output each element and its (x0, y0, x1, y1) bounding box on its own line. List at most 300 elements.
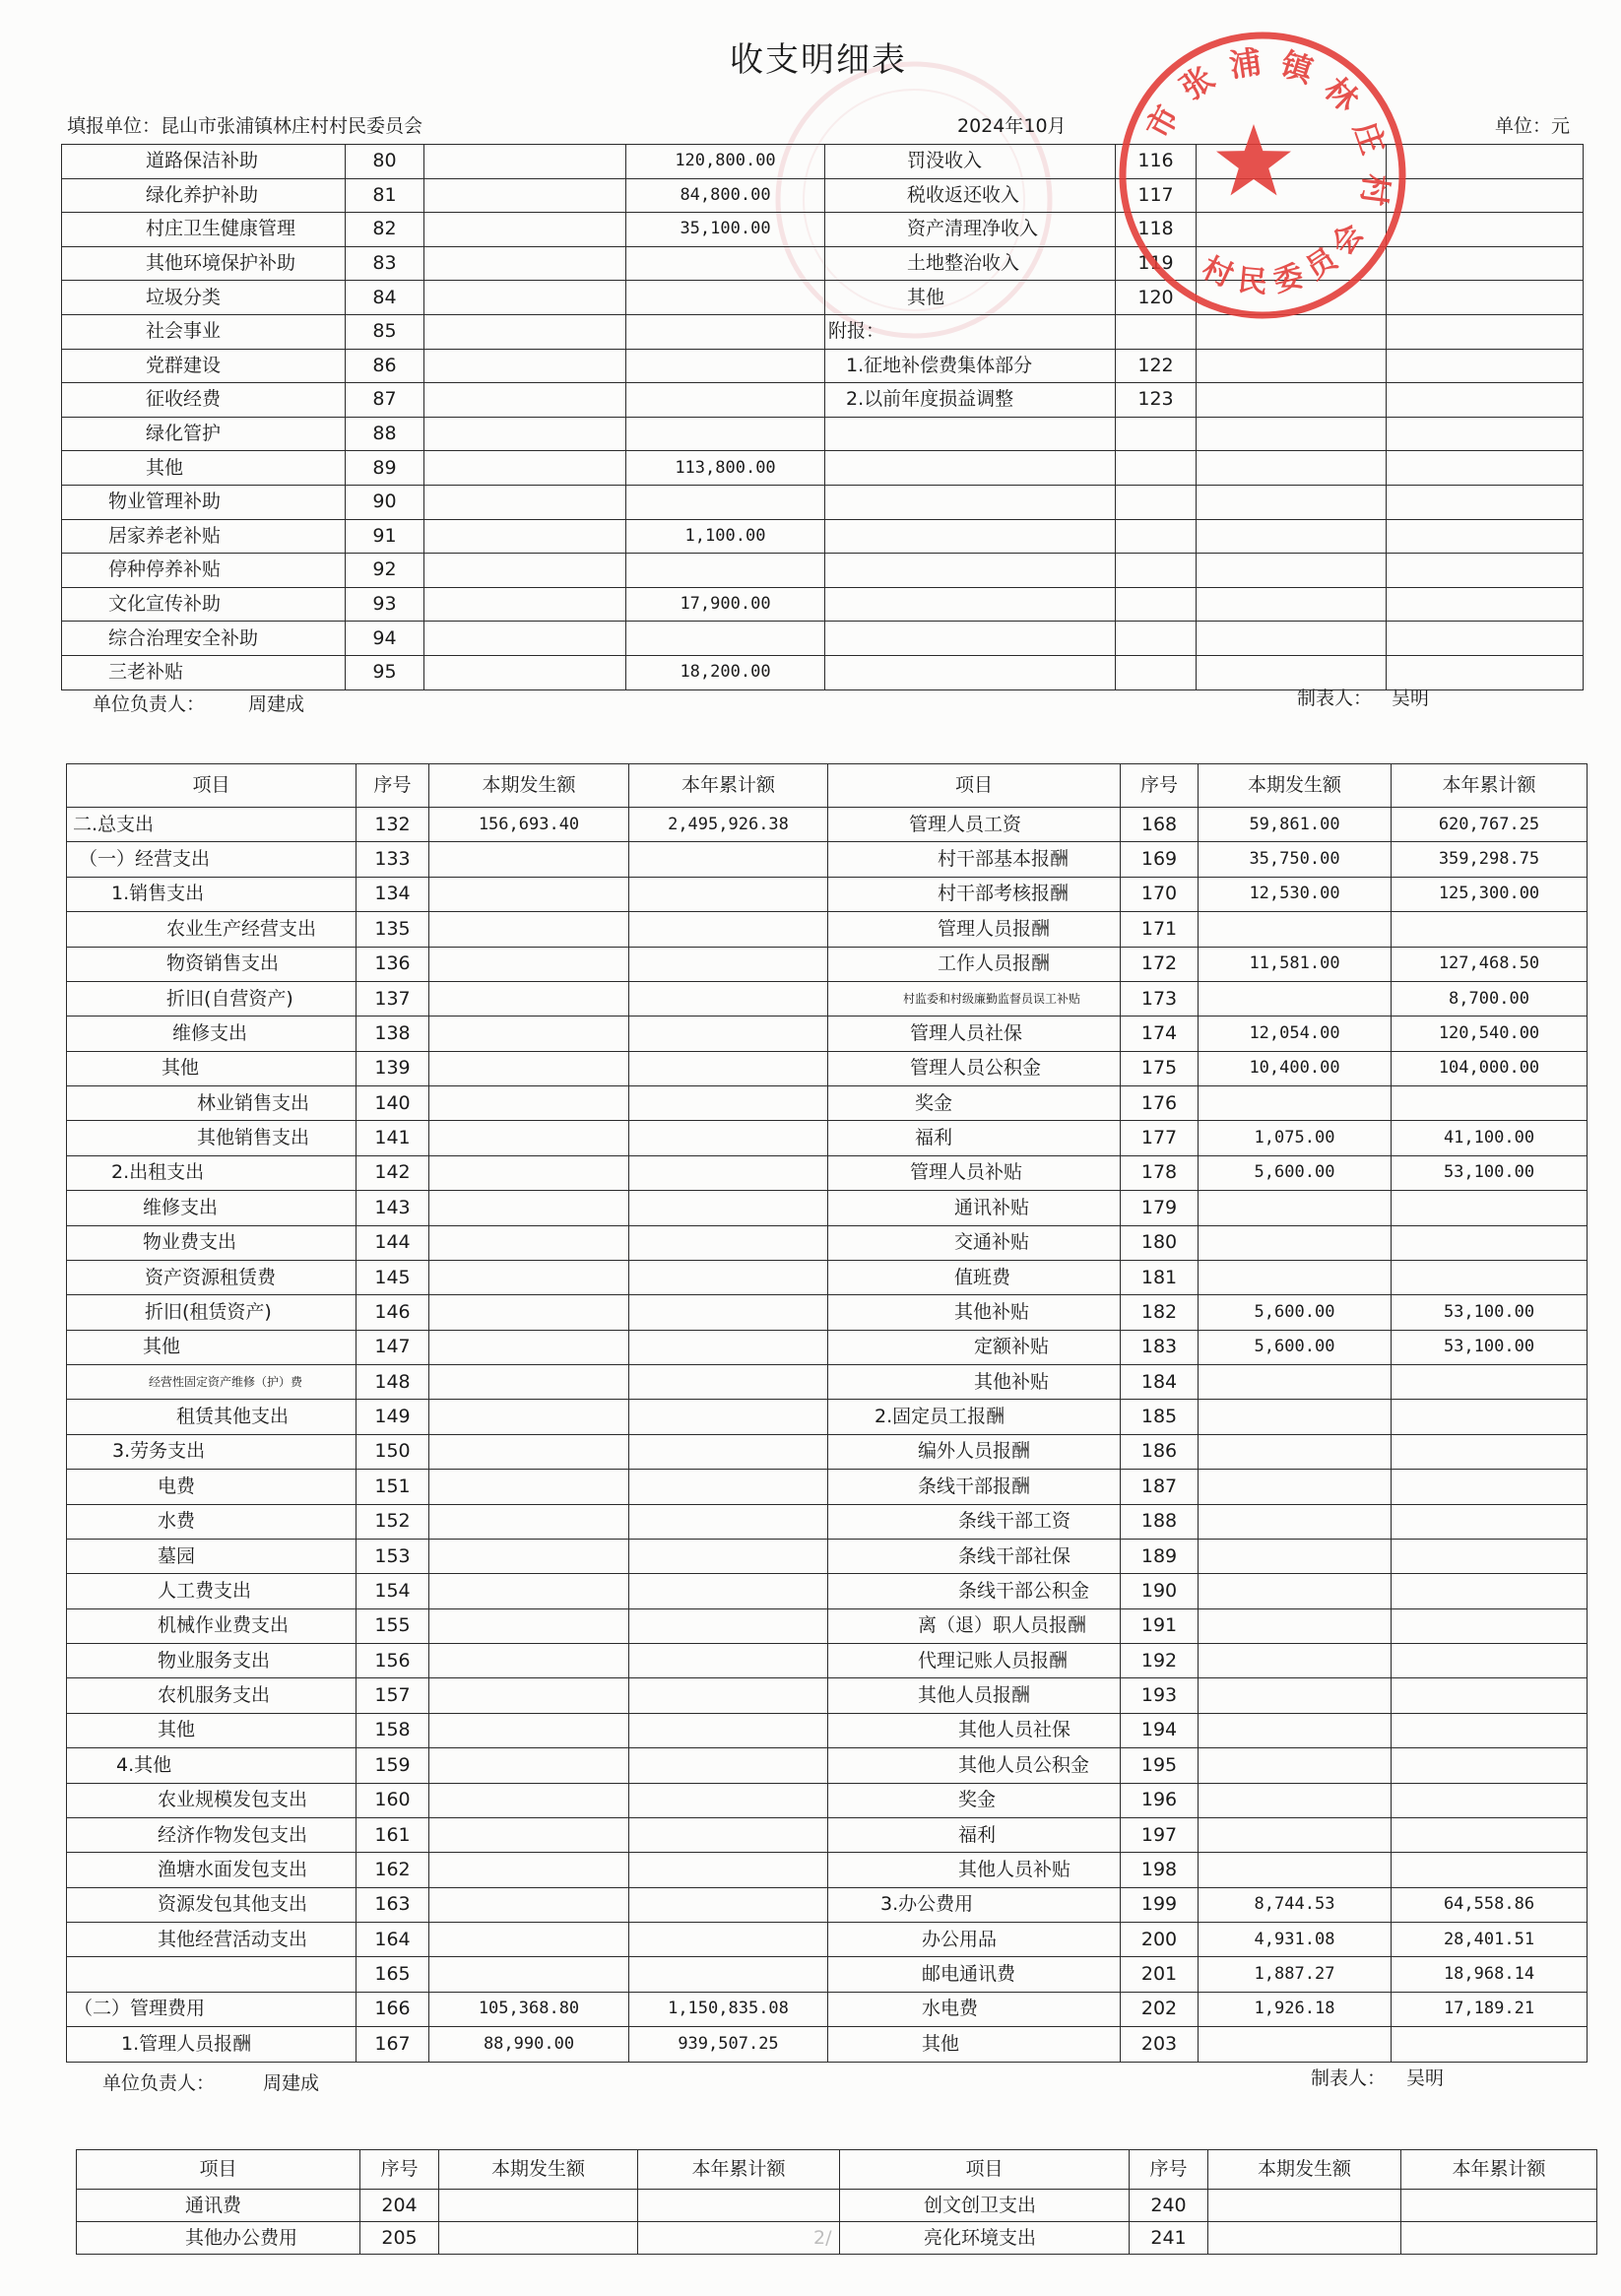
preparer-label: 制表人： (1297, 688, 1373, 709)
ytd-amount-right (1401, 2222, 1597, 2255)
item-name-left: 农业规模发包支出 (67, 1783, 357, 1817)
item-name-right: 其他人员公积金 (828, 1748, 1121, 1783)
ytd-amount-right (1392, 1365, 1588, 1400)
ytd-amount-left (626, 485, 825, 519)
ytd-amount-right: 17,189.21 (1392, 1992, 1588, 2026)
ytd-amount-left (629, 1748, 828, 1783)
current-amount-right (1199, 1539, 1392, 1573)
item-name-right: 罚没收入 (825, 145, 1116, 179)
column-header-serial-no-right: 序号 (1121, 764, 1199, 808)
serial-no-right: 180 (1121, 1225, 1199, 1260)
table-header-row (77, 2150, 1597, 2190)
serial-no-right (1116, 485, 1197, 519)
ytd-amount-right: 125,300.00 (1392, 877, 1588, 911)
ytd-amount-left: 120,800.00 (626, 145, 825, 179)
current-amount-left (424, 587, 626, 622)
ytd-amount-right: 8,700.00 (1392, 981, 1588, 1016)
serial-no-left: 158 (357, 1713, 429, 1747)
current-amount-left (429, 1608, 629, 1643)
serial-no-right: 198 (1121, 1853, 1199, 1887)
current-amount-left: 156,693.40 (429, 808, 629, 842)
current-amount-left (424, 519, 626, 554)
item-name-right: 值班费 (828, 1260, 1121, 1294)
serial-no-right: 202 (1121, 1992, 1199, 2026)
item-name-left: 其他 (67, 1051, 357, 1085)
current-amount-right (1199, 1191, 1392, 1225)
current-amount-left (424, 383, 626, 418)
item-name-right: 编外人员报酬 (828, 1434, 1121, 1469)
item-name-right: 村干部基本报酬 (828, 842, 1121, 877)
item-name-right: 2.以前年度损益调整 (825, 383, 1116, 418)
current-amount-right: 5,600.00 (1199, 1330, 1392, 1364)
serial-no-right: 240 (1130, 2190, 1208, 2222)
serial-no-right (1116, 451, 1197, 486)
table-row (62, 451, 1584, 486)
serial-no-left: 165 (357, 1957, 429, 1992)
table-row (67, 808, 1588, 842)
serial-no-left: 90 (346, 485, 424, 519)
item-name-right: 邮电通讯费 (828, 1957, 1121, 1992)
current-amount-right (1199, 1678, 1392, 1713)
item-name-left: 其他 (62, 451, 346, 486)
ytd-amount-left (626, 417, 825, 451)
table-row (67, 877, 1588, 911)
serial-no-left: 150 (357, 1434, 429, 1469)
serial-no-left: 204 (360, 2190, 439, 2222)
table-row (67, 1923, 1588, 1957)
current-amount-left (424, 655, 626, 689)
item-name-right: 条线干部报酬 (828, 1470, 1121, 1504)
ytd-amount-right: 18,968.14 (1392, 1957, 1588, 1992)
serial-no-left: 152 (357, 1504, 429, 1539)
serial-no-left: 84 (346, 281, 424, 315)
serial-no-left: 91 (346, 519, 424, 554)
item-name-left: 折旧(自营资产) (67, 981, 357, 1016)
ytd-amount-right (1387, 314, 1584, 349)
item-name-right (825, 519, 1116, 554)
serial-no-right: 178 (1121, 1155, 1199, 1190)
reporting-unit: 填报单位：昆山市张浦镇林庄村村民委员会 (67, 115, 423, 137)
table-row (67, 1365, 1588, 1400)
ytd-amount-right: 359,298.75 (1392, 842, 1588, 877)
item-name-left: 水费 (67, 1504, 357, 1539)
serial-no-right: 200 (1121, 1923, 1199, 1957)
item-name-right: 管理人员补贴 (828, 1155, 1121, 1190)
current-amount-right (1197, 485, 1387, 519)
table-row (77, 2190, 1597, 2222)
serial-no-right: 123 (1116, 383, 1197, 418)
ytd-amount-left: 939,507.25 (629, 2027, 828, 2062)
current-amount-right (1197, 451, 1387, 486)
current-amount-left (429, 947, 629, 981)
serial-no-left: 156 (357, 1644, 429, 1678)
current-amount-left (429, 1155, 629, 1190)
item-name-right: 其他人员社保 (828, 1713, 1121, 1747)
ytd-amount-left (629, 1330, 828, 1364)
ytd-amount-right (1392, 1853, 1588, 1887)
item-name-right: 管理人员工资 (828, 808, 1121, 842)
table-row (67, 947, 1588, 981)
unit-leader-name: 周建成 (248, 693, 305, 715)
serial-no-left: 94 (346, 622, 424, 656)
item-name-left: 农业生产经营支出 (67, 912, 357, 947)
ytd-amount-right (1387, 519, 1584, 554)
item-name-left: 电费 (67, 1470, 357, 1504)
current-amount-left (429, 1295, 629, 1330)
current-amount-right (1199, 1713, 1392, 1747)
item-name-left (67, 1957, 357, 1992)
serial-no-right: 174 (1121, 1017, 1199, 1051)
current-amount-right (1199, 981, 1392, 1016)
ytd-amount-left (638, 2190, 840, 2222)
table-row (67, 1539, 1588, 1573)
currency-unit: 单位：元 (1495, 115, 1571, 137)
ytd-amount-right: 120,540.00 (1392, 1017, 1588, 1051)
serial-no-right: 184 (1121, 1365, 1199, 1400)
ytd-amount-left (629, 1470, 828, 1504)
serial-no-right: 182 (1121, 1295, 1199, 1330)
current-amount-left (424, 213, 626, 247)
column-header-ytd-amount-right: 本年累计额 (1392, 764, 1588, 808)
ytd-amount-left (626, 554, 825, 588)
current-amount-left (424, 314, 626, 349)
current-amount-left (424, 554, 626, 588)
ytd-amount-right (1392, 1574, 1588, 1608)
serial-no-right: 116 (1116, 145, 1197, 179)
item-name-right: 管理人员社保 (828, 1017, 1121, 1051)
item-name-right: 村干部考核报酬 (828, 877, 1121, 911)
item-name-right: 管理人员报酬 (828, 912, 1121, 947)
current-amount-left: 105,368.80 (429, 1992, 629, 2026)
current-amount-right: 35,750.00 (1199, 842, 1392, 877)
ytd-amount-left (629, 1957, 828, 1992)
item-name-right: 水电费 (828, 1992, 1121, 2026)
serial-no-left: 132 (357, 808, 429, 842)
table-row (67, 1295, 1588, 1330)
current-amount-right (1208, 2190, 1401, 2222)
ytd-amount-left (629, 1817, 828, 1852)
ytd-amount-right (1392, 1191, 1588, 1225)
serial-no-right: 199 (1121, 1887, 1199, 1922)
table-row (67, 1330, 1588, 1364)
item-name-left: 垃圾分类 (62, 281, 346, 315)
serial-no-left: 142 (357, 1155, 429, 1190)
serial-no-right: 120 (1116, 281, 1197, 315)
ytd-amount-left (629, 842, 828, 877)
item-name-right: 1.征地补偿费集体部分 (825, 349, 1116, 383)
serial-no-left: 148 (357, 1365, 429, 1400)
seal-star-icon (1216, 124, 1291, 195)
serial-no-right: 119 (1116, 246, 1197, 281)
item-name-right: 附报： (825, 314, 1116, 349)
item-name-right: 福利 (828, 1121, 1121, 1155)
current-amount-left (429, 1470, 629, 1504)
table-row (67, 1608, 1588, 1643)
serial-no-right: 194 (1121, 1713, 1199, 1747)
item-name-right: 办公用品 (828, 1923, 1121, 1957)
current-amount-right (1197, 417, 1387, 451)
ytd-amount-left: 1,100.00 (626, 519, 825, 554)
serial-no-right (1116, 554, 1197, 588)
serial-no-right: 189 (1121, 1539, 1199, 1573)
item-name-right (825, 587, 1116, 622)
serial-no-right: 185 (1121, 1400, 1199, 1434)
table-row (67, 1748, 1588, 1783)
item-name-right (825, 622, 1116, 656)
item-name-left: 4.其他 (67, 1748, 357, 1783)
item-name-left: 墓园 (67, 1539, 357, 1573)
ytd-amount-right (1392, 1713, 1588, 1747)
table-row (67, 842, 1588, 877)
ytd-amount-left (629, 877, 828, 911)
current-amount-right (1199, 912, 1392, 947)
item-name-right: 条线干部社保 (828, 1539, 1121, 1573)
ytd-amount-left (629, 1539, 828, 1573)
item-name-right: 亮化环境支出 (840, 2222, 1130, 2255)
table-header-row (67, 764, 1588, 808)
table-row (67, 1400, 1588, 1434)
serial-no-right: 173 (1121, 981, 1199, 1016)
ytd-amount-right: 53,100.00 (1392, 1330, 1588, 1364)
serial-no-right: 171 (1121, 912, 1199, 947)
ytd-amount-left: 113,800.00 (626, 451, 825, 486)
current-amount-right (1199, 1783, 1392, 1817)
table-row (67, 1017, 1588, 1051)
table-row (67, 1260, 1588, 1294)
current-amount-left (429, 1051, 629, 1085)
table-row (67, 1434, 1588, 1469)
serial-no-left: 147 (357, 1330, 429, 1364)
current-amount-right (1199, 1400, 1392, 1434)
current-amount-right (1208, 2222, 1401, 2255)
item-name-left: 资源发包其他支出 (67, 1887, 357, 1922)
table-row (67, 1051, 1588, 1085)
item-name-left: 其他销售支出 (67, 1121, 357, 1155)
item-name-left: 1.销售支出 (67, 877, 357, 911)
item-name-left: 物资销售支出 (67, 947, 357, 981)
current-amount-left (429, 1260, 629, 1294)
serial-no-left: 141 (357, 1121, 429, 1155)
item-name-left: 物业管理补助 (62, 485, 346, 519)
serial-no-right: 203 (1121, 2027, 1199, 2062)
column-header-ytd-amount-left: 本年累计额 (629, 764, 828, 808)
current-amount-left (429, 1365, 629, 1400)
ytd-amount-right (1392, 1086, 1588, 1121)
ytd-amount-right (1387, 554, 1584, 588)
current-amount-right (1197, 554, 1387, 588)
ytd-amount-left (629, 1678, 828, 1713)
ytd-amount-right (1387, 417, 1584, 451)
current-amount-right (1199, 1086, 1392, 1121)
column-header-serial-no-left: 序号 (357, 764, 429, 808)
ytd-amount-left (626, 281, 825, 315)
item-name-right: 定额补贴 (828, 1330, 1121, 1364)
table-row (67, 1678, 1588, 1713)
item-name-left: 其他环境保护补助 (62, 246, 346, 281)
serial-no-right (1116, 519, 1197, 554)
current-amount-right (1199, 2027, 1392, 2062)
serial-no-left: 82 (346, 213, 424, 247)
ytd-amount-right (1392, 1400, 1588, 1434)
serial-no-left: 133 (357, 842, 429, 877)
serial-no-left: 161 (357, 1817, 429, 1852)
ytd-amount-right (1387, 246, 1584, 281)
item-name-left: 文化宣传补助 (62, 587, 346, 622)
item-name-left: 农机服务支出 (67, 1678, 357, 1713)
item-name-right (825, 451, 1116, 486)
current-amount-right (1199, 1434, 1392, 1469)
current-amount-left (429, 1783, 629, 1817)
item-name-left: 维修支出 (67, 1017, 357, 1051)
serial-no-right: 196 (1121, 1783, 1199, 1817)
item-name-left: 三老补贴 (62, 655, 346, 689)
ytd-amount-right (1392, 1470, 1588, 1504)
serial-no-right: 187 (1121, 1470, 1199, 1504)
current-amount-right: 1,075.00 (1199, 1121, 1392, 1155)
table-row (62, 587, 1584, 622)
table-row (67, 1992, 1588, 2026)
serial-no-left: 87 (346, 383, 424, 418)
ytd-amount-right: 53,100.00 (1392, 1155, 1588, 1190)
serial-no-left: 153 (357, 1539, 429, 1573)
table-row (62, 417, 1584, 451)
ytd-amount-right (1392, 1678, 1588, 1713)
serial-no-right: 181 (1121, 1260, 1199, 1294)
item-name-left: 居家养老补贴 (62, 519, 346, 554)
ytd-amount-left (629, 981, 828, 1016)
ytd-amount-left (629, 1155, 828, 1190)
current-amount-right: 1,887.27 (1199, 1957, 1392, 1992)
current-amount-left (429, 1086, 629, 1121)
serial-no-right: 177 (1121, 1121, 1199, 1155)
column-header-current-amount-left: 本期发生额 (429, 764, 629, 808)
column-header-ytd-amount-right: 本年累计额 (1401, 2150, 1597, 2190)
serial-no-left: 143 (357, 1191, 429, 1225)
ytd-amount-left (629, 1295, 828, 1330)
item-name-right: 其他 (825, 281, 1116, 315)
item-name-right: 税收返还收入 (825, 178, 1116, 213)
official-seal (1115, 28, 1410, 323)
current-amount-right (1199, 1365, 1392, 1400)
item-name-left: （一）经营支出 (67, 842, 357, 877)
current-amount-right (1199, 1748, 1392, 1783)
ytd-amount-left (629, 1191, 828, 1225)
current-amount-left (429, 1225, 629, 1260)
serial-no-left: 81 (346, 178, 424, 213)
current-amount-right: 1,926.18 (1199, 1992, 1392, 2026)
current-amount-left (429, 1957, 629, 1992)
item-name-right: 创文创卫支出 (840, 2190, 1130, 2222)
serial-no-left: 92 (346, 554, 424, 588)
item-name-left: 2.出租支出 (67, 1155, 357, 1190)
ytd-amount-right: 28,401.51 (1392, 1923, 1588, 1957)
ytd-amount-left (629, 1853, 828, 1887)
item-name-left: 资产资源租赁费 (67, 1260, 357, 1294)
serial-no-left: 144 (357, 1225, 429, 1260)
item-name-right: 3.办公费用 (828, 1887, 1121, 1922)
current-amount-right: 10,400.00 (1199, 1051, 1392, 1085)
current-amount-left (424, 622, 626, 656)
ytd-amount-right (1401, 2190, 1597, 2222)
column-header-serial-no-right: 序号 (1130, 2150, 1208, 2190)
item-name-left: 征收经费 (62, 383, 346, 418)
serial-no-left: 154 (357, 1574, 429, 1608)
current-amount-left (429, 1817, 629, 1852)
item-name-right: 福利 (828, 1817, 1121, 1852)
current-amount-right (1199, 1225, 1392, 1260)
current-amount-right (1199, 1470, 1392, 1504)
table-row (67, 1957, 1588, 1992)
current-amount-left (429, 1017, 629, 1051)
table-row (62, 655, 1584, 689)
item-name-right: 土地整治收入 (825, 246, 1116, 281)
current-amount-left (429, 1574, 629, 1608)
item-name-left: 租赁其他支出 (67, 1400, 357, 1434)
serial-no-right: 201 (1121, 1957, 1199, 1992)
preparer-label: 制表人： (1311, 2067, 1387, 2089)
current-amount-left (429, 1191, 629, 1225)
ytd-amount-left (629, 1887, 828, 1922)
ytd-amount-right (1392, 1434, 1588, 1469)
serial-no-left: 205 (360, 2222, 439, 2255)
column-header-item-name-right: 项目 (828, 764, 1121, 808)
table-row (62, 485, 1584, 519)
current-amount-right: 12,054.00 (1199, 1017, 1392, 1051)
ytd-amount-left: 35,100.00 (626, 213, 825, 247)
serial-no-left: 95 (346, 655, 424, 689)
item-name-left: 停种停养补贴 (62, 554, 346, 588)
serial-no-right: 168 (1121, 808, 1199, 842)
column-header-ytd-amount-left: 本年累计额 (638, 2150, 840, 2190)
current-amount-left (424, 417, 626, 451)
ytd-amount-right (1392, 912, 1588, 947)
current-amount-left (424, 451, 626, 486)
ytd-amount-left (626, 622, 825, 656)
ytd-amount-left (626, 349, 825, 383)
item-name-left: 经济作物发包支出 (67, 1817, 357, 1852)
current-amount-left (429, 877, 629, 911)
serial-no-right: 183 (1121, 1330, 1199, 1364)
current-amount-left (429, 1121, 629, 1155)
ytd-amount-right (1392, 1783, 1588, 1817)
item-name-right: 其他人员报酬 (828, 1678, 1121, 1713)
serial-no-left: 164 (357, 1923, 429, 1957)
item-name-right: 管理人员公积金 (828, 1051, 1121, 1085)
item-name-left: 其他 (67, 1713, 357, 1747)
ytd-amount-right (1392, 1539, 1588, 1573)
item-name-left: 人工费支出 (67, 1574, 357, 1608)
current-amount-left (429, 981, 629, 1016)
serial-no-right (1116, 417, 1197, 451)
column-header-current-amount-right: 本期发生额 (1199, 764, 1392, 808)
item-name-right: 工作人员报酬 (828, 947, 1121, 981)
current-amount-right (1199, 1817, 1392, 1852)
current-amount-right (1197, 655, 1387, 689)
serial-no-left: 151 (357, 1470, 429, 1504)
ytd-amount-left (626, 314, 825, 349)
ytd-amount-left (629, 1225, 828, 1260)
ytd-amount-right: 64,558.86 (1392, 1887, 1588, 1922)
item-name-left: 其他经营活动支出 (67, 1923, 357, 1957)
ytd-amount-left: 84,800.00 (626, 178, 825, 213)
item-name-left: 二.总支出 (67, 808, 357, 842)
item-name-right: 其他补贴 (828, 1365, 1121, 1400)
item-name-right: 其他 (828, 2027, 1121, 2062)
serial-no-left: 134 (357, 877, 429, 911)
item-name-left: 1.管理人员报酬 (67, 2027, 357, 2062)
serial-no-left: 136 (357, 947, 429, 981)
ytd-amount-left: 2,495,926.38 (629, 808, 828, 842)
